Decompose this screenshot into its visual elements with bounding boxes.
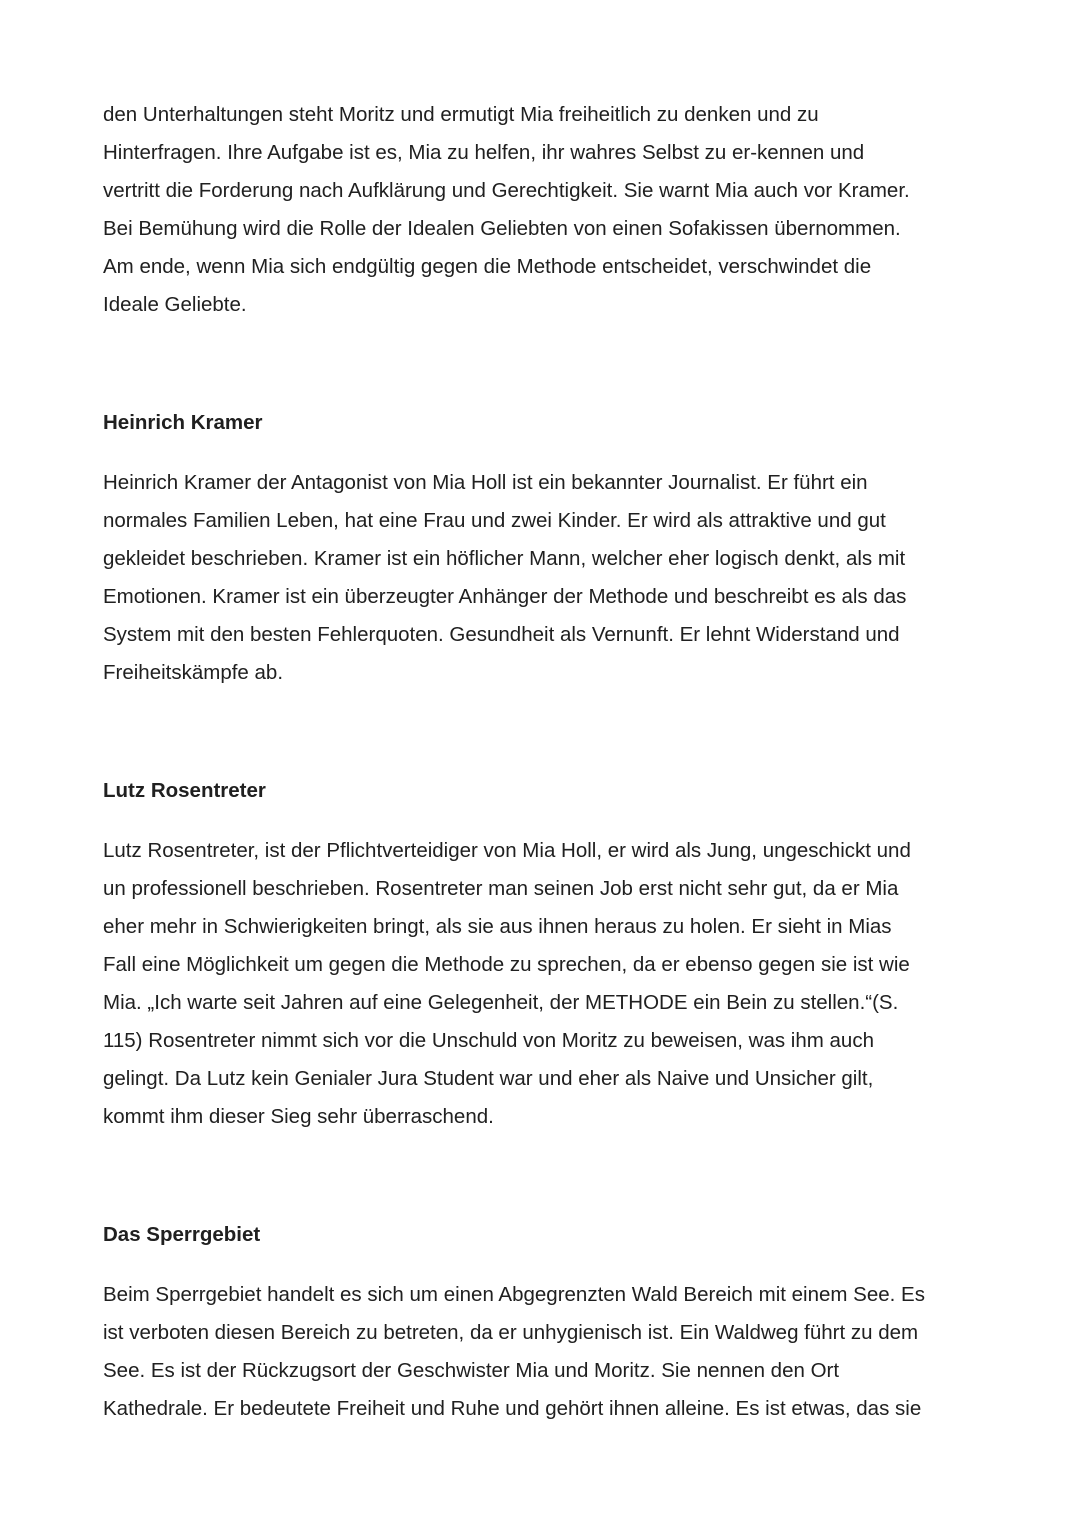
intro-paragraph: den Unterhaltungen steht Moritz und ermutigt Mia freiheitlich zu denken und zu Hinterfragen. Ihre Aufgabe ist es, Mia zu helfen, ihr wahres Selbst zu er-kennen und vertritt die Forderung nach Aufklärung und Gerechtigkeit. Sie warnt Mia auch vor Kramer. Bei Bemühung wird die Rolle der Idealen Geliebten von einen Sofakissen übernommen. Am ende, wenn Mia sich endgültig gegen die Methode entscheidet, verschwindet die Ideale Geliebte.: [103, 103, 910, 316]
document-page: [103, 96, 983, 1428]
section-spacer: [103, 692, 983, 772]
heading-spacer: [103, 1254, 983, 1276]
heading-spacer: [103, 810, 983, 832]
section-heading-heinrich-kramer: Heinrich Kramer: [103, 411, 263, 434]
section-text-heinrich-kramer: Heinrich Kramer der Antagonist von Mia Holl ist ein bekannter Journalist. Er führt ein normales Familien Leben, hat eine Frau und zwei Kinder. Er wird als attraktive und gut gekleidet beschrieben. Kramer ist ein höflicher Mann, welcher eher logisch denkt, als mit Emotionen. Kramer ist ein überzeugter Anhänger der Methode und beschreibt es als das System mit den besten Fehlerquoten. Gesundheit als Vernunft. Er lehnt Widerstand und Freiheitskämpfe ab.: [103, 471, 907, 684]
section-heading-das-sperrgebiet: Das Sperrgebiet: [103, 1223, 261, 1246]
section-text-das-sperrgebiet: Beim Sperrgebiet handelt es sich um einen Abgegrenzten Wald Bereich mit einem See. Es ist verboten diesen Bereich zu betreten, da er unhygienisch ist. Ein Waldweg führt zu dem See. Es ist der Rückzugsort der Geschwister Mia und Moritz. Sie nennen den Ort Kathedrale. Er bedeutete Freiheit und Ruhe und gehört ihnen alleine. Es ist etwas, das sie: [103, 1283, 925, 1420]
section-spacer: [103, 324, 983, 404]
heading-spacer: [103, 442, 983, 464]
section-spacer: [103, 1136, 983, 1216]
section-heading-lutz-rosentreter: Lutz Rosentreter: [103, 779, 266, 802]
section-text-lutz-rosentreter: Lutz Rosentreter, ist der Pflichtverteidiger von Mia Holl, er wird als Jung, ungeschickt und un professionell beschrieben. Rosentreter man seinen Job erst nicht sehr gut, da er Mia eher mehr in Schwierigkeiten bringt, als sie aus ihnen heraus zu holen. Er sieht in Mias Fall eine Möglichkeit um gegen die Methode zu sprechen, da er ebenso gegen sie ist wie Mia. „Ich warte seit Jahren auf eine Gelegenheit, der METHODE ein Bein zu stellen.“(S. 115) Rosentreter nimmt sich vor die Unschuld von Moritz zu beweisen, was ihm auch gelingt. Da Lutz kein Genialer Jura Student war und eher als Naive und Unsicher gilt, kommt ihm dieser Sieg sehr überraschend.: [103, 839, 911, 1128]
